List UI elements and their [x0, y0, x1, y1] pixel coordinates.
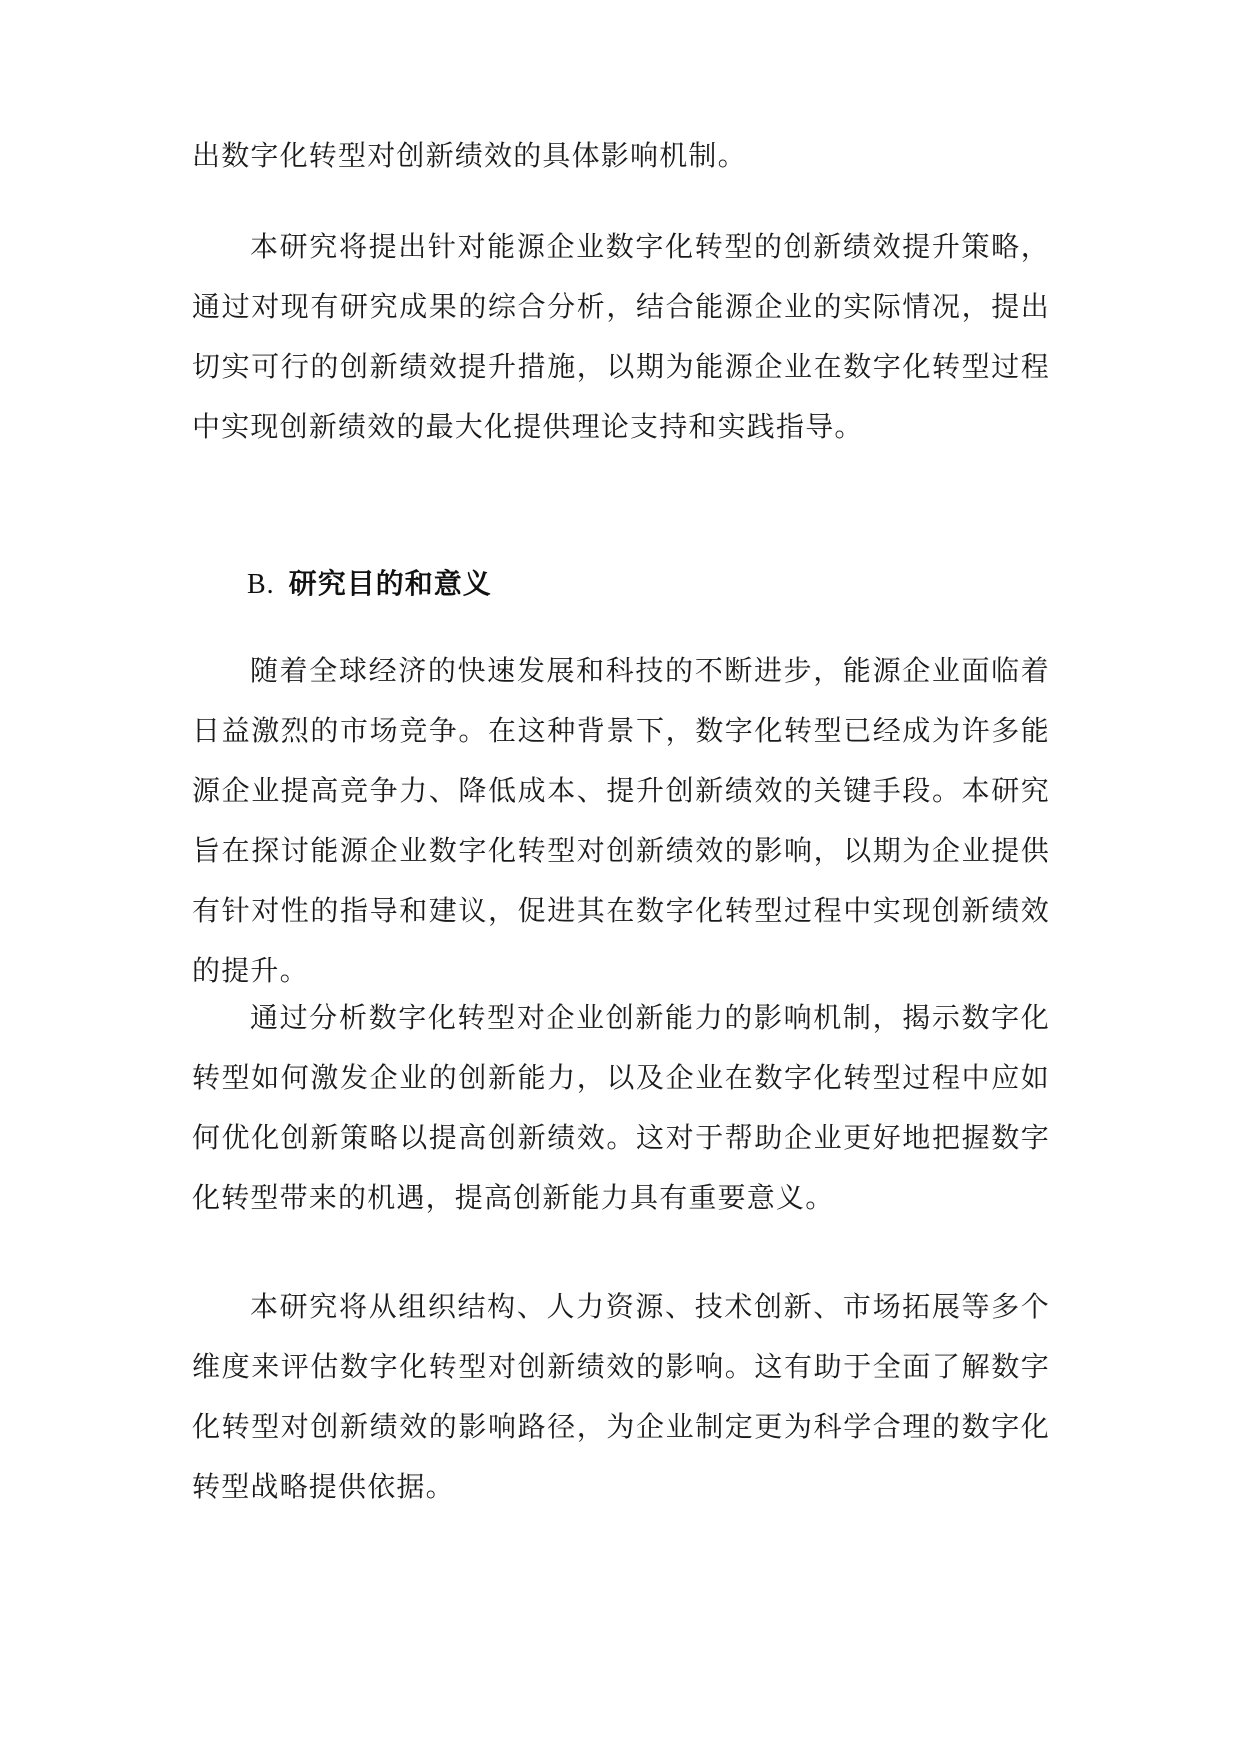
paragraph-mechanism-analysis: 通过分析数字化转型对企业创新能力的影响机制，揭示数字化转型如何激发企业的创新能力，以及企业在数字化转型过程中应如何优化创新策略以提高创新绩效。这对于帮助企业更好地把握数字化转型带来的机遇，提高创新能力具有重要意义。: [192, 1001, 1050, 1214]
paragraph-evaluation-dimensions: 本研究将从组织结构、人力资源、技术创新、市场拓展等多个维度来评估数字化转型对创新绩效的影响。这有助于全面了解数字化转型对创新绩效的影响路径，为企业制定更为科学合理的数字化转型战略提供依据。: [192, 1290, 1050, 1503]
section-number: B.: [247, 569, 275, 600]
section-title: 研究目的和意义: [288, 567, 492, 600]
paragraph-continuation: 出数字化转型对创新绩效的具体影响机制。: [192, 139, 747, 172]
paragraph-research-strategy: 本研究将提出针对能源企业数字化转型的创新绩效提升策略，通过对现有研究成果的综合分析，结合能源企业的实际情况，提出切实可行的创新绩效提升措施，以期为能源企业在数字化转型过程中实现创新绩效的最大化提供理论支持和实践指导。: [192, 230, 1050, 443]
paragraph-research-purpose: 随着全球经济的快速发展和科技的不断进步，能源企业面临着日益激烈的市场竞争。在这种背景下，数字化转型已经成为许多能源企业提高竞争力、降低成本、提升创新绩效的关键手段。本研究旨在探讨能源企业数字化转型对创新绩效的影响，以期为企业提供有针对性的指导和建议，促进其在数字化转型过程中实现创新绩效的提升。: [192, 654, 1050, 987]
section-heading: [247, 554, 492, 615]
